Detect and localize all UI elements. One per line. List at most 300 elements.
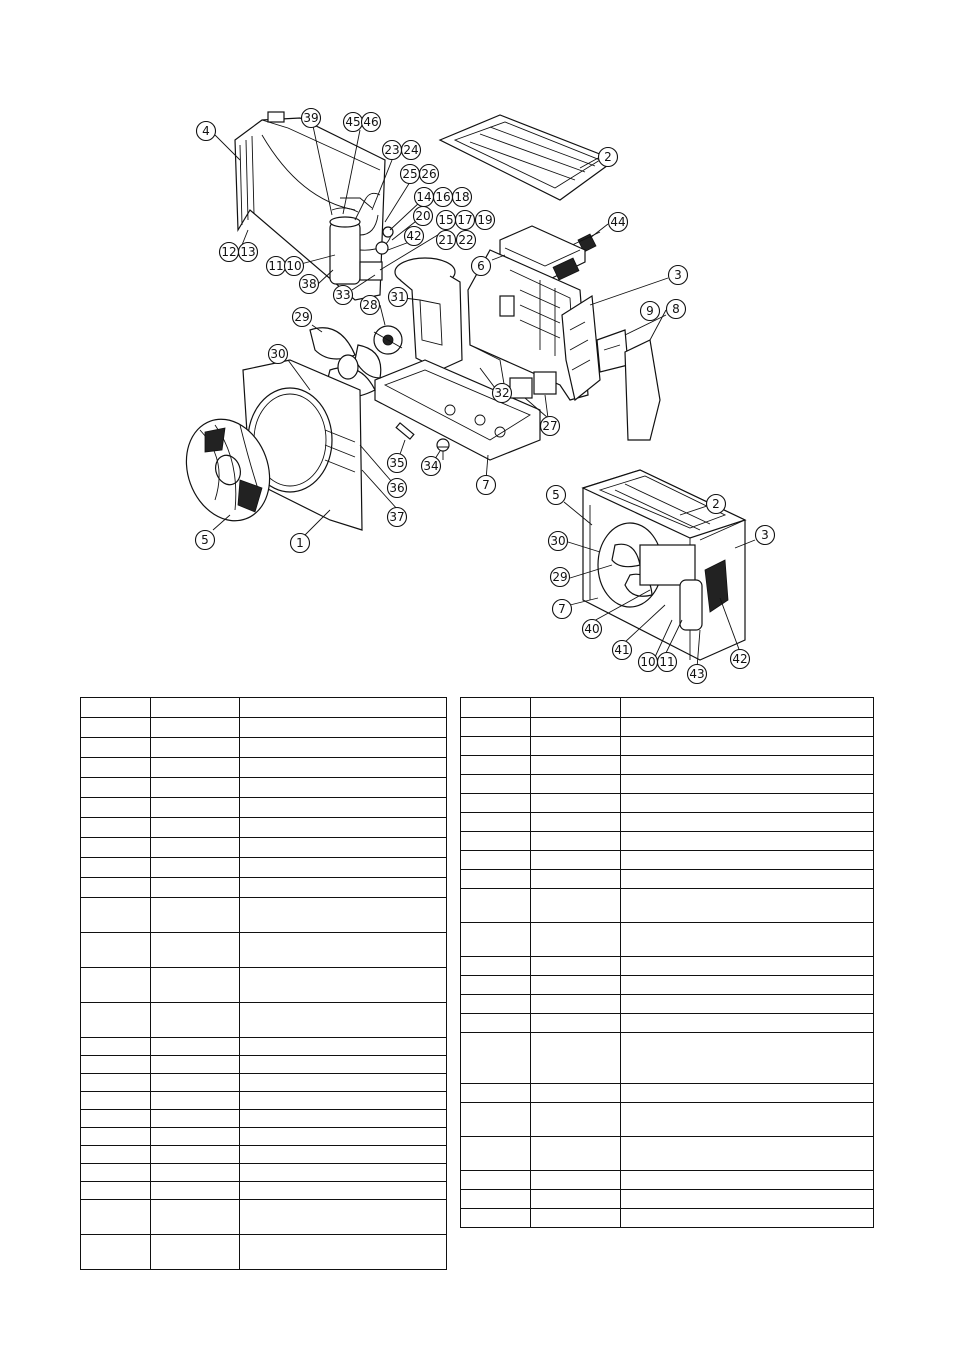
table-cell xyxy=(81,1235,151,1270)
table-row xyxy=(461,1014,874,1033)
table-cell xyxy=(621,1103,874,1137)
callout-19 xyxy=(476,211,495,230)
callout-number: 22 xyxy=(458,233,474,248)
table-row xyxy=(81,758,447,778)
table-cell xyxy=(240,878,447,898)
table-cell xyxy=(240,778,447,798)
callout-number: 44 xyxy=(610,215,626,230)
table-cell xyxy=(81,878,151,898)
callout-37 xyxy=(388,508,407,527)
table-cell xyxy=(461,832,531,851)
table-row xyxy=(461,1084,874,1103)
callout-21 xyxy=(437,231,456,250)
callout-number: 15 xyxy=(438,213,454,228)
table-cell xyxy=(151,1128,240,1146)
table-cell xyxy=(461,756,531,775)
table-row xyxy=(461,995,874,1014)
callout-number: 3 xyxy=(674,268,682,283)
table-cell xyxy=(461,1033,531,1084)
callout-29 xyxy=(551,568,570,587)
table-cell xyxy=(621,794,874,813)
table-cell xyxy=(151,968,240,1003)
table-row xyxy=(461,1033,874,1084)
table-cell xyxy=(151,1200,240,1235)
callout-12 xyxy=(220,243,239,262)
table-cell xyxy=(151,698,240,718)
callout-20 xyxy=(414,207,433,226)
table-row xyxy=(461,756,874,775)
callout-number: 37 xyxy=(389,510,405,525)
callout-16 xyxy=(434,188,453,207)
table-cell xyxy=(151,1074,240,1092)
callout-number: 24 xyxy=(403,143,419,158)
table-cell xyxy=(240,1056,447,1074)
callout-24 xyxy=(402,141,421,160)
table-cell xyxy=(151,818,240,838)
table-cell xyxy=(81,933,151,968)
table-cell xyxy=(81,838,151,858)
drain-elbow xyxy=(437,439,449,460)
callout-number: 32 xyxy=(494,386,510,401)
table-cell xyxy=(151,778,240,798)
callout-number: 11 xyxy=(268,259,284,274)
table-cell xyxy=(461,1103,531,1137)
table-cell xyxy=(151,933,240,968)
callout-27 xyxy=(541,417,560,436)
table-cell xyxy=(621,923,874,957)
callout-number: 5 xyxy=(552,488,560,503)
table-cell xyxy=(151,1182,240,1200)
callout-number: 16 xyxy=(435,190,451,205)
table-cell xyxy=(151,838,240,858)
table-cell xyxy=(461,718,531,737)
callout-34 xyxy=(422,457,441,476)
callout-number: 33 xyxy=(335,288,351,303)
callout-number: 17 xyxy=(457,213,473,228)
callout-3 xyxy=(669,266,688,285)
table-cell xyxy=(461,995,531,1014)
drain-cap xyxy=(396,423,414,439)
callout-33 xyxy=(334,286,353,305)
table-cell xyxy=(151,1164,240,1182)
table-cell xyxy=(621,995,874,1014)
table-row xyxy=(81,1110,447,1128)
table-row xyxy=(81,1003,447,1038)
table-row xyxy=(461,923,874,957)
parts-table-right xyxy=(460,697,874,1228)
callout-13 xyxy=(239,243,258,262)
table-cell xyxy=(240,718,447,738)
table-row xyxy=(461,870,874,889)
table-row xyxy=(461,832,874,851)
callout-number: 29 xyxy=(294,310,310,325)
callout-38 xyxy=(300,275,319,294)
callout-7 xyxy=(553,600,572,619)
callout-number: 2 xyxy=(712,497,720,512)
callout-number: 20 xyxy=(415,209,431,224)
table-row xyxy=(81,698,447,718)
table-cell xyxy=(531,976,621,995)
table-cell xyxy=(151,1056,240,1074)
table-row xyxy=(81,718,447,738)
table-row xyxy=(81,1056,447,1074)
table-cell xyxy=(151,1092,240,1110)
table-cell xyxy=(621,756,874,775)
table-cell xyxy=(240,1128,447,1146)
callout-number: 19 xyxy=(477,213,493,228)
callout-7 xyxy=(477,476,496,495)
table-row xyxy=(461,737,874,756)
table-cell xyxy=(621,1137,874,1171)
table-cell xyxy=(240,1235,447,1270)
table-cell xyxy=(531,775,621,794)
table-cell xyxy=(531,923,621,957)
table-cell xyxy=(81,1182,151,1200)
table-cell xyxy=(81,1038,151,1056)
table-cell xyxy=(240,898,447,933)
callout-number: 39 xyxy=(303,111,319,126)
table-cell xyxy=(151,798,240,818)
callout-5 xyxy=(547,486,566,505)
callout-number: 40 xyxy=(584,622,600,637)
table-cell xyxy=(621,870,874,889)
callout-number: 23 xyxy=(384,143,400,158)
table-row xyxy=(81,1200,447,1235)
table-cell xyxy=(621,976,874,995)
callout-44 xyxy=(609,213,628,232)
table-cell xyxy=(81,858,151,878)
table-cell xyxy=(531,1209,621,1228)
table-row xyxy=(81,1092,447,1110)
table-cell xyxy=(621,775,874,794)
table-cell xyxy=(81,778,151,798)
table-row xyxy=(81,1074,447,1092)
table-cell xyxy=(531,813,621,832)
table-cell xyxy=(240,838,447,858)
table-cell xyxy=(81,738,151,758)
table-cell xyxy=(531,1014,621,1033)
table-row xyxy=(81,738,447,758)
callout-2 xyxy=(599,148,618,167)
table-cell xyxy=(240,1074,447,1092)
table-cell xyxy=(461,794,531,813)
callout-number: 35 xyxy=(389,456,405,471)
callout-26 xyxy=(420,165,439,184)
callout-42 xyxy=(405,227,424,246)
table-cell xyxy=(81,1074,151,1092)
table-cell xyxy=(621,851,874,870)
table-cell xyxy=(531,889,621,923)
table-cell xyxy=(81,1146,151,1164)
table-row xyxy=(461,1171,874,1190)
table-cell xyxy=(151,718,240,738)
table-cell xyxy=(151,738,240,758)
table-cell xyxy=(531,832,621,851)
reactor xyxy=(510,372,556,398)
table-cell xyxy=(531,698,621,718)
table-cell xyxy=(531,1171,621,1190)
table-cell xyxy=(531,1033,621,1084)
table-cell xyxy=(621,957,874,976)
callout-15 xyxy=(437,211,456,230)
table-cell xyxy=(240,858,447,878)
callout-number: 31 xyxy=(390,290,406,305)
table-row xyxy=(81,818,447,838)
table-cell xyxy=(531,794,621,813)
table-cell xyxy=(531,1084,621,1103)
callout-number: 29 xyxy=(552,570,568,585)
table-cell xyxy=(461,923,531,957)
table-cell xyxy=(621,1033,874,1084)
callout-42 xyxy=(731,650,750,669)
callout-10 xyxy=(285,257,304,276)
callout-29 xyxy=(293,308,312,327)
table-cell xyxy=(81,968,151,1003)
table-cell xyxy=(531,1190,621,1209)
callout-number: 13 xyxy=(240,245,256,260)
callout-41 xyxy=(613,641,632,660)
callout-5 xyxy=(196,531,215,550)
table-row xyxy=(461,957,874,976)
callout-40 xyxy=(583,620,602,639)
table-row xyxy=(81,1038,447,1056)
table-cell xyxy=(461,1190,531,1209)
callout-number: 9 xyxy=(646,304,654,319)
callout-number: 38 xyxy=(301,277,317,292)
table-cell xyxy=(461,775,531,794)
callout-number: 34 xyxy=(423,459,439,474)
table-cell xyxy=(621,813,874,832)
callout-11 xyxy=(267,257,286,276)
callout-number: 30 xyxy=(550,534,566,549)
table-row xyxy=(81,898,447,933)
callout-14 xyxy=(415,188,434,207)
table-cell xyxy=(151,1003,240,1038)
table-cell xyxy=(240,1110,447,1128)
callout-18 xyxy=(453,188,472,207)
table-cell xyxy=(81,758,151,778)
callout-number: 43 xyxy=(689,667,705,682)
callout-number: 7 xyxy=(482,478,490,493)
table-row xyxy=(81,1146,447,1164)
table-cell xyxy=(81,1092,151,1110)
callout-28 xyxy=(361,296,380,315)
table-row xyxy=(81,778,447,798)
table-row xyxy=(81,968,447,1003)
cover-plate-9 xyxy=(597,330,628,372)
callout-number: 18 xyxy=(454,190,470,205)
callout-10 xyxy=(639,653,658,672)
callout-1 xyxy=(291,534,310,553)
table-cell xyxy=(621,889,874,923)
table-row xyxy=(461,1137,874,1171)
table-row xyxy=(461,718,874,737)
callout-30 xyxy=(549,532,568,551)
table-cell xyxy=(461,737,531,756)
callout-number: 2 xyxy=(604,150,612,165)
callout-number: 45 xyxy=(345,115,361,130)
callout-number: 21 xyxy=(438,233,454,248)
table-row xyxy=(461,889,874,923)
callout-number: 7 xyxy=(558,602,566,617)
table-cell xyxy=(461,1137,531,1171)
table-cell xyxy=(240,968,447,1003)
table-cell xyxy=(240,1146,447,1164)
table-cell xyxy=(81,1056,151,1074)
callout-number: 11 xyxy=(659,655,675,670)
callout-2 xyxy=(707,495,726,514)
table-cell xyxy=(461,813,531,832)
table-cell xyxy=(531,995,621,1014)
table-cell xyxy=(240,758,447,778)
table-row xyxy=(81,933,447,968)
callout-35 xyxy=(388,454,407,473)
callout-9 xyxy=(641,302,660,321)
table-row xyxy=(461,794,874,813)
table-cell xyxy=(461,870,531,889)
callout-number: 42 xyxy=(732,652,748,667)
table-cell xyxy=(81,798,151,818)
table-cell xyxy=(151,878,240,898)
table-cell xyxy=(240,933,447,968)
callout-number: 3 xyxy=(761,528,769,543)
table-row xyxy=(81,858,447,878)
callout-3 xyxy=(756,526,775,545)
table-cell xyxy=(151,858,240,878)
table-cell xyxy=(151,1235,240,1270)
table-cell xyxy=(461,976,531,995)
table-cell xyxy=(461,1084,531,1103)
callout-number: 1 xyxy=(296,536,304,551)
table-cell xyxy=(81,1164,151,1182)
table-cell xyxy=(240,1092,447,1110)
table-cell xyxy=(81,698,151,718)
table-row xyxy=(81,1128,447,1146)
table-cell xyxy=(81,1128,151,1146)
callout-25 xyxy=(401,165,420,184)
table-cell xyxy=(461,957,531,976)
callout-number: 14 xyxy=(416,190,432,205)
table-cell xyxy=(81,898,151,933)
callout-30 xyxy=(269,345,288,364)
callout-22 xyxy=(457,231,476,250)
table-cell xyxy=(461,698,531,718)
table-cell xyxy=(240,1182,447,1200)
callout-number: 5 xyxy=(201,533,209,548)
callout-45 xyxy=(344,113,363,132)
callout-4 xyxy=(197,122,216,141)
fan-motor xyxy=(374,326,402,354)
callout-17 xyxy=(456,211,475,230)
table-row xyxy=(81,838,447,858)
callout-number: 41 xyxy=(614,643,630,658)
table-cell xyxy=(151,758,240,778)
callout-number: 4 xyxy=(202,124,210,139)
callout-number: 42 xyxy=(406,229,422,244)
table-cell xyxy=(621,1014,874,1033)
table-cell xyxy=(621,718,874,737)
table-cell xyxy=(240,798,447,818)
table-cell xyxy=(531,851,621,870)
callout-number: 30 xyxy=(270,347,286,362)
table-cell xyxy=(461,889,531,923)
table-cell xyxy=(531,1103,621,1137)
table-row xyxy=(461,1190,874,1209)
table-cell xyxy=(81,1110,151,1128)
table-cell xyxy=(240,698,447,718)
table-cell xyxy=(621,1190,874,1209)
table-cell xyxy=(151,1146,240,1164)
callout-number: 8 xyxy=(672,302,680,317)
table-cell xyxy=(81,1003,151,1038)
table-cell xyxy=(621,832,874,851)
table-row xyxy=(461,1209,874,1228)
table-row xyxy=(81,878,447,898)
table-row xyxy=(81,798,447,818)
callout-46 xyxy=(362,113,381,132)
callout-39 xyxy=(302,109,321,128)
parts-table-left xyxy=(80,697,447,1270)
table-cell xyxy=(81,1200,151,1235)
callout-23 xyxy=(383,141,402,160)
handle-panel-8 xyxy=(625,340,660,440)
table-row xyxy=(461,698,874,718)
table-row xyxy=(81,1235,447,1270)
table-cell xyxy=(531,737,621,756)
base-pan xyxy=(375,360,540,460)
callout-number: 6 xyxy=(477,259,485,274)
table-cell xyxy=(151,1038,240,1056)
table-cell xyxy=(151,898,240,933)
callout-number: 27 xyxy=(542,419,558,434)
callout-8 xyxy=(667,300,686,319)
table-cell xyxy=(240,1038,447,1056)
callout-number: 25 xyxy=(402,167,418,182)
table-cell xyxy=(240,1003,447,1038)
table-cell xyxy=(621,1209,874,1228)
motor-bracket xyxy=(395,258,462,370)
table-row xyxy=(461,1103,874,1137)
table-row xyxy=(461,851,874,870)
callout-number: 46 xyxy=(363,115,379,130)
table-cell xyxy=(240,1164,447,1182)
table-cell xyxy=(531,870,621,889)
table-cell xyxy=(531,957,621,976)
table-cell xyxy=(621,1084,874,1103)
table-cell xyxy=(81,718,151,738)
callout-number: 12 xyxy=(221,245,237,260)
callout-36 xyxy=(388,479,407,498)
callout-6 xyxy=(472,257,491,276)
callout-number: 28 xyxy=(362,298,378,313)
table-cell xyxy=(531,1137,621,1171)
callout-number: 10 xyxy=(640,655,656,670)
table-row xyxy=(81,1182,447,1200)
table-cell xyxy=(240,1200,447,1235)
table-cell xyxy=(621,737,874,756)
table-cell xyxy=(240,738,447,758)
table-cell xyxy=(621,1171,874,1190)
top-cover xyxy=(440,115,615,200)
callout-43 xyxy=(688,665,707,684)
table-cell xyxy=(531,718,621,737)
callout-32 xyxy=(493,384,512,403)
table-row xyxy=(81,1164,447,1182)
table-cell xyxy=(621,698,874,718)
table-cell xyxy=(531,756,621,775)
callout-number: 26 xyxy=(421,167,437,182)
table-cell xyxy=(461,1171,531,1190)
